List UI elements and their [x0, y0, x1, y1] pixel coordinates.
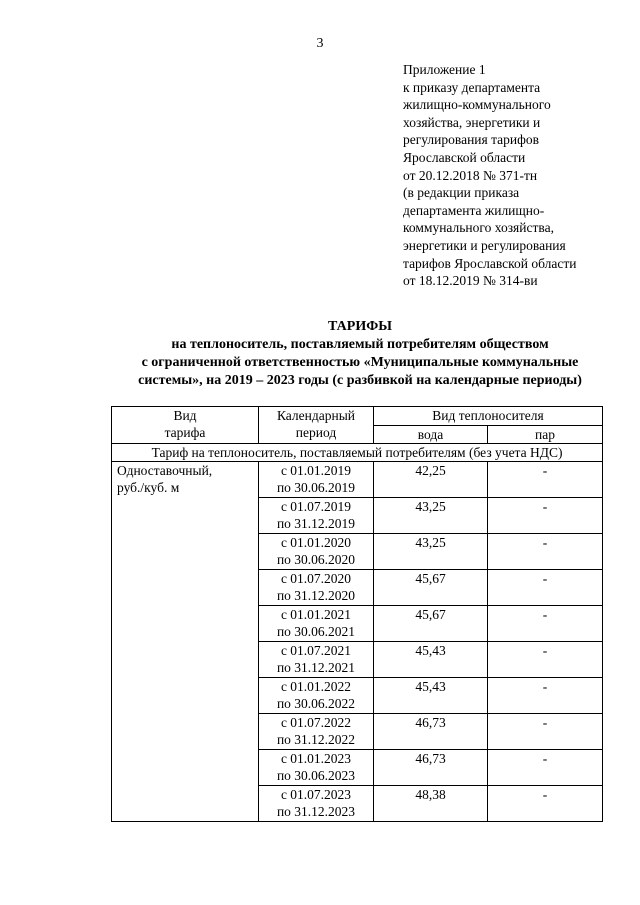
appendix-line: регулирования тарифов	[403, 132, 540, 148]
appendix-line: от 18.12.2019 № 314-ви	[403, 273, 538, 289]
appendix-line: Ярославской области	[403, 149, 526, 165]
steam-value: -	[488, 462, 603, 498]
appendix-note	[403, 61, 633, 290]
appendix-line: хозяйства, энергетики и	[403, 114, 541, 130]
water-value: 45,67	[374, 570, 488, 606]
period-cell: с 01.07.2021 по 31.12.2021	[259, 642, 374, 678]
period-cell: с 01.01.2023 по 30.06.2023	[259, 750, 374, 786]
steam-value: -	[488, 534, 603, 570]
appendix-line: (в редакции приказа	[403, 185, 520, 201]
period-cell: с 01.01.2019 по 30.06.2019	[259, 462, 374, 498]
water-value: 43,25	[374, 498, 488, 534]
appendix-line: тарифов Ярославской области	[403, 255, 577, 271]
header-coolant-type: Вид теплоносителя	[374, 407, 603, 426]
steam-value: -	[488, 678, 603, 714]
steam-value: -	[488, 786, 603, 822]
steam-value: -	[488, 714, 603, 750]
period-cell: с 01.01.2022 по 30.06.2022	[259, 678, 374, 714]
document-title	[100, 318, 620, 390]
period-cell: с 01.07.2022 по 31.12.2022	[259, 714, 374, 750]
water-value: 45,43	[374, 678, 488, 714]
title-line: системы», на 2019 – 2023 годы (с разбивкой на календарные периоды)	[138, 373, 582, 388]
period-cell: с 01.01.2021 по 30.06.2021	[259, 606, 374, 642]
water-value: 42,25	[374, 462, 488, 498]
tariffs-table	[111, 406, 603, 822]
period-cell: с 01.01.2020 по 30.06.2020	[259, 534, 374, 570]
steam-value: -	[488, 606, 603, 642]
water-value: 46,73	[374, 714, 488, 750]
header-steam: пар	[488, 425, 603, 444]
steam-value: -	[488, 750, 603, 786]
water-value: 46,73	[374, 750, 488, 786]
title-line: на теплоноситель, поставляемый потребителям обществом	[171, 337, 549, 352]
water-value: 45,43	[374, 642, 488, 678]
period-cell: с 01.07.2020 по 31.12.2020	[259, 570, 374, 606]
header-period: Календарный период	[259, 407, 374, 444]
appendix-line: департамента жилищно-	[403, 202, 545, 218]
section-row: Тариф на теплоноситель, поставляемый потребителям (без учета НДС)	[112, 444, 603, 462]
header-tariff-type: Вид тарифа	[112, 407, 259, 444]
title-heading: ТАРИФЫ	[328, 319, 392, 334]
appendix-line: Приложение 1	[403, 62, 486, 77]
appendix-line: энергетики и регулирования	[403, 237, 566, 253]
header-water: вода	[374, 425, 488, 444]
period-cell: с 01.07.2023 по 31.12.2023	[259, 786, 374, 822]
water-value: 45,67	[374, 606, 488, 642]
appendix-line: коммунального хозяйства,	[403, 220, 554, 236]
title-line: с ограниченной ответственностью «Муниципальные коммунальные	[141, 355, 579, 370]
steam-value: -	[488, 498, 603, 534]
water-value: 43,25	[374, 534, 488, 570]
steam-value: -	[488, 642, 603, 678]
appendix-line: от 20.12.2018 № 371-тн	[403, 167, 538, 183]
tariff-kind-cell: Одноставочный, руб./куб. м	[112, 462, 259, 822]
steam-value: -	[488, 570, 603, 606]
appendix-line: жилищно-коммунального	[403, 97, 551, 113]
water-value: 48,38	[374, 786, 488, 822]
period-cell: с 01.07.2019 по 31.12.2019	[259, 498, 374, 534]
appendix-line: к приказу департамента	[403, 79, 541, 95]
page-number: 3	[316, 36, 324, 51]
